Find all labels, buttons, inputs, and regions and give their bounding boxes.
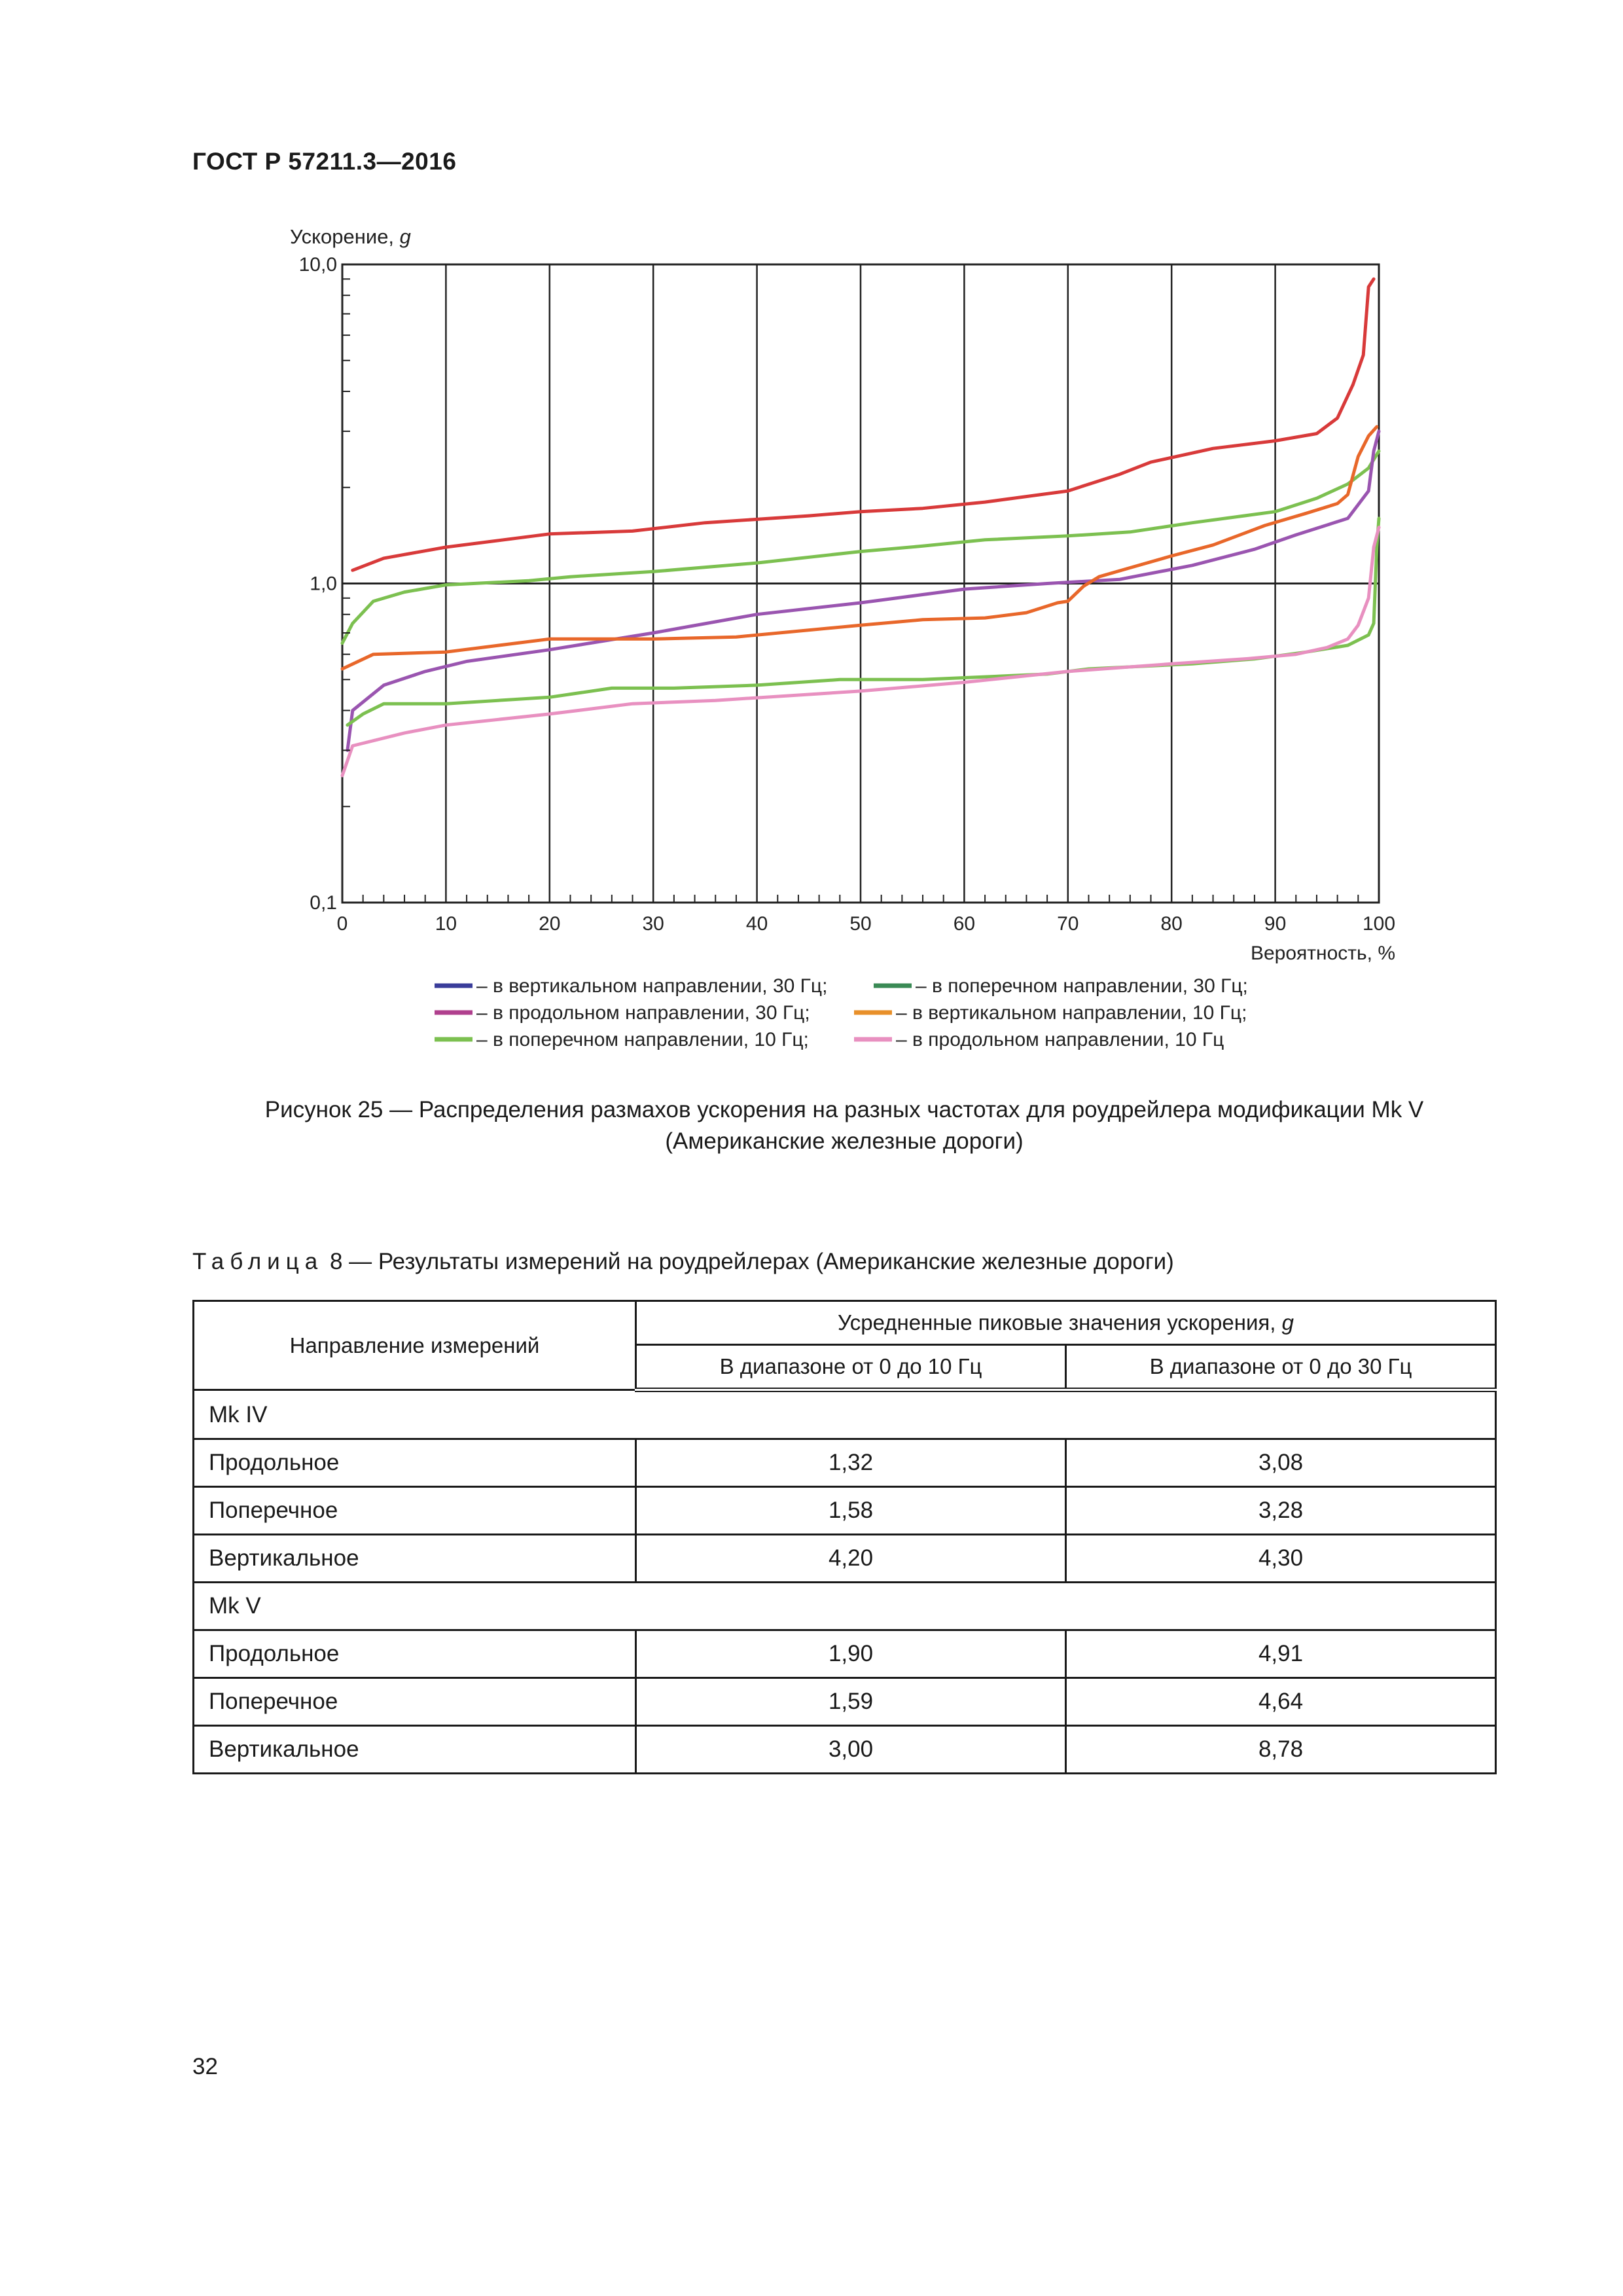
- header-col-10hz: В диапазоне от 0 до 10 Гц: [636, 1345, 1066, 1390]
- results-table-body: [194, 1390, 1496, 1774]
- series-line-0: [353, 279, 1374, 570]
- value-10hz-cell: 1,32: [636, 1439, 1066, 1487]
- series-line-4: [348, 518, 1379, 725]
- legend-label: – в вертикальном направлении, 30 Гц;: [476, 975, 828, 997]
- group-name-cell: Mk IV: [194, 1390, 1496, 1439]
- table-row: [194, 1630, 1496, 1678]
- table-row: [194, 1487, 1496, 1535]
- document-code: ГОСТ Р 57211.3—2016: [192, 148, 457, 175]
- table-group-row: [194, 1390, 1496, 1439]
- group-name-cell: Mk V: [194, 1583, 1496, 1630]
- value-30hz-cell: 3,28: [1066, 1487, 1496, 1535]
- figure-caption-line2: (Американские железные дороги): [665, 1128, 1024, 1154]
- x-axis-label: Вероятность, %: [1250, 942, 1395, 964]
- results-table: [192, 1300, 1497, 1774]
- direction-cell: Вертикальное: [194, 1535, 636, 1583]
- legend-label: – в продольном направлении, 10 Гц: [896, 1029, 1224, 1050]
- header-col-30hz: В диапазоне от 0 до 30 Гц: [1066, 1345, 1496, 1390]
- table-row: [194, 1535, 1496, 1583]
- value-30hz-cell: 8,78: [1066, 1726, 1496, 1774]
- direction-cell: Продольное: [194, 1630, 636, 1678]
- table-title-text: 8 — Результаты измерений на роудрейлерах (Американские железные дороги): [323, 1249, 1174, 1274]
- series-line-2: [348, 431, 1379, 751]
- legend-label: – в поперечном направлении, 10 Гц;: [476, 1029, 809, 1050]
- x-tick-label: 40: [745, 913, 768, 935]
- y-axis-label: [290, 225, 411, 248]
- series-line-3: [342, 427, 1377, 669]
- table-row: [194, 1439, 1496, 1487]
- x-tick-label: 90: [1264, 913, 1287, 935]
- direction-cell: Продольное: [194, 1439, 636, 1487]
- figure-caption-line1: Рисунок 25 — Распределения размахов ускорения на разных частотах для роудрейлера модификации Mk V: [264, 1097, 1424, 1122]
- header-group-unit: g: [1281, 1310, 1294, 1335]
- x-tick-label: 80: [1160, 913, 1183, 935]
- value-30hz-cell: 4,91: [1066, 1630, 1496, 1678]
- table-row: [194, 1678, 1496, 1726]
- header-direction: Направление измерений: [194, 1301, 636, 1390]
- direction-cell: Вертикальное: [194, 1726, 636, 1774]
- direction-cell: Поперечное: [194, 1678, 636, 1726]
- direction-cell: Поперечное: [194, 1487, 636, 1535]
- value-10hz-cell: 3,00: [636, 1726, 1066, 1774]
- x-tick-label: 30: [642, 913, 664, 935]
- value-30hz-cell: 4,64: [1066, 1678, 1496, 1726]
- legend-label: – в продольном направлении, 30 Гц;: [476, 1002, 810, 1024]
- table-row: [194, 1726, 1496, 1774]
- value-10hz-cell: 4,20: [636, 1535, 1066, 1583]
- x-tick-label: 100: [1362, 913, 1396, 935]
- acceleration-chart-svg: [0, 0, 1623, 1113]
- x-tick-label: 60: [953, 913, 976, 935]
- x-tick-label: 10: [435, 913, 457, 935]
- y-tick-label: 10,0: [298, 254, 337, 276]
- x-tick-label: 20: [539, 913, 561, 935]
- value-10hz-cell: 1,58: [636, 1487, 1066, 1535]
- value-10hz-cell: 1,90: [636, 1630, 1066, 1678]
- x-tick-label: 0: [336, 913, 348, 935]
- table-title-label: Таблица: [192, 1249, 324, 1274]
- y-axis-label-unit: g: [399, 225, 411, 248]
- y-tick-label: 0,1: [310, 892, 337, 914]
- value-10hz-cell: 1,59: [636, 1678, 1066, 1726]
- header-group-text: Усредненные пиковые значения ускорения,: [838, 1310, 1282, 1335]
- value-30hz-cell: 4,30: [1066, 1535, 1496, 1583]
- legend-label: – в вертикальном направлении, 10 Гц;: [896, 1002, 1247, 1024]
- legend-label: – в поперечном направлении, 30 Гц;: [916, 975, 1248, 997]
- header-group: [636, 1301, 1496, 1345]
- value-30hz-cell: 3,08: [1066, 1439, 1496, 1487]
- y-axis-label-text: Ускорение,: [290, 225, 400, 248]
- figure-caption: [192, 1094, 1496, 1157]
- y-tick-label: 1,0: [310, 573, 337, 595]
- x-tick-label: 70: [1057, 913, 1079, 935]
- x-tick-label: 50: [849, 913, 872, 935]
- table-group-row: [194, 1583, 1496, 1630]
- table-title: [192, 1249, 1174, 1275]
- page-number: 32: [192, 2054, 218, 2079]
